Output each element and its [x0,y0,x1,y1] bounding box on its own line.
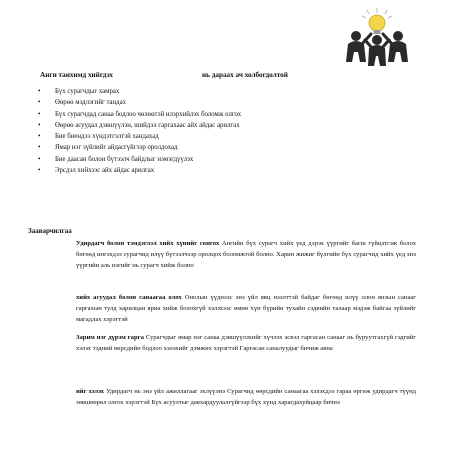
paragraph-body: Ангийн бүх сурагч хийх үед дэрэх үүргийг багш гүйцэтгэж болох бөгөөд ингэхдээ сурагчид илүү бүтээлчээр оролцох боломжтой болно. Харин жижиг бүлгийн бүх сурагчид хийх үед энэ үүргийн аль нэгийг нь сурагч хийж болно [76,240,416,269]
paragraph-lead: ийг хэлэх [76,388,105,395]
section-heading: Зааварчилгаа [28,227,72,235]
list-item: • Бүх сурагчдад санаа бодлоо чөлөөтэй илэрхийлэх боломж олгох [38,109,428,120]
list-item: • Эрсдэл хийхээс айх айдас арилгах [38,165,428,176]
list-item: • Өөрөө асуудал дэвшүүлэн, шийдэл гаргахаас айх айдас арилгах [38,120,428,131]
list-item: • Ямар нэг зүйлийг айдасгүйгээр оролдохад [38,142,428,153]
paragraph-body: Онолын үүднээс энэ үйл явц нээлттэй байдаг бөгөөд илүү олон янзын санааг гаргахын тулд харилцан яриа хийж болохгүй хэлэхээс өмнө хүн бүрийн тухайн сэдвийн талаар мэдэж байгаа зүйлийг магадлах хэрэгтэй [76,294,416,323]
paragraph-lead: Зарим нэг дүрэм гарга [76,334,144,341]
paragraph-lead: Удирдагч болон тэмдэглэл хийх хүнийг сонгох [76,240,220,247]
brainstorm-people-lightbulb-icon [338,6,416,68]
paragraph-body: Удирдагч нь энэ үйл ажиллагааг эхлүүлнэ Сурагчид өөрсдийн санаагаа хэлэхдээ гараа өргөж удирдагч түүнд зөвшөөрөл олгох хэрэгтэй Бүх асуултыг давхардуулалгүйгээр бүх хүнд харагдахуйцаар бичнэ [76,388,416,406]
list-item: • Өөрөө мэдлэгийг тандах [38,97,428,108]
paragraph-body: Сурагчдыг ямар нэг санаа дэвшүүлэхийг хүчлэх эсвэл гаргасан санааг нь буруутгахгүй гэдгийг хэлэх тэдний өөрсдийн бодлоо хэлэхийг дэмжих хэрэгтэй Гаргасан саналуудыг бичиж авна [76,334,417,352]
title-left: Анги танхимд хийгдэх [40,71,113,79]
instruction-paragraph [76,387,416,409]
list-item: • Бүх сурагчдыг хамрах [38,86,428,97]
title-right: нь дараах ач холбогдолтой [202,71,288,79]
instruction-paragraph [76,239,416,271]
instruction-paragraph [76,333,416,355]
benefits-list [38,86,428,176]
list-item: • Бие даасан болон бүтээлч байдлыг нэмэгдүүлэх [38,154,428,165]
paragraph-lead: хийх асуудал болон санаагаа олох [76,294,182,301]
instruction-paragraph [76,293,416,325]
list-item: • Бие биендээ хүндэтгэлтэй хандахад [38,131,428,142]
